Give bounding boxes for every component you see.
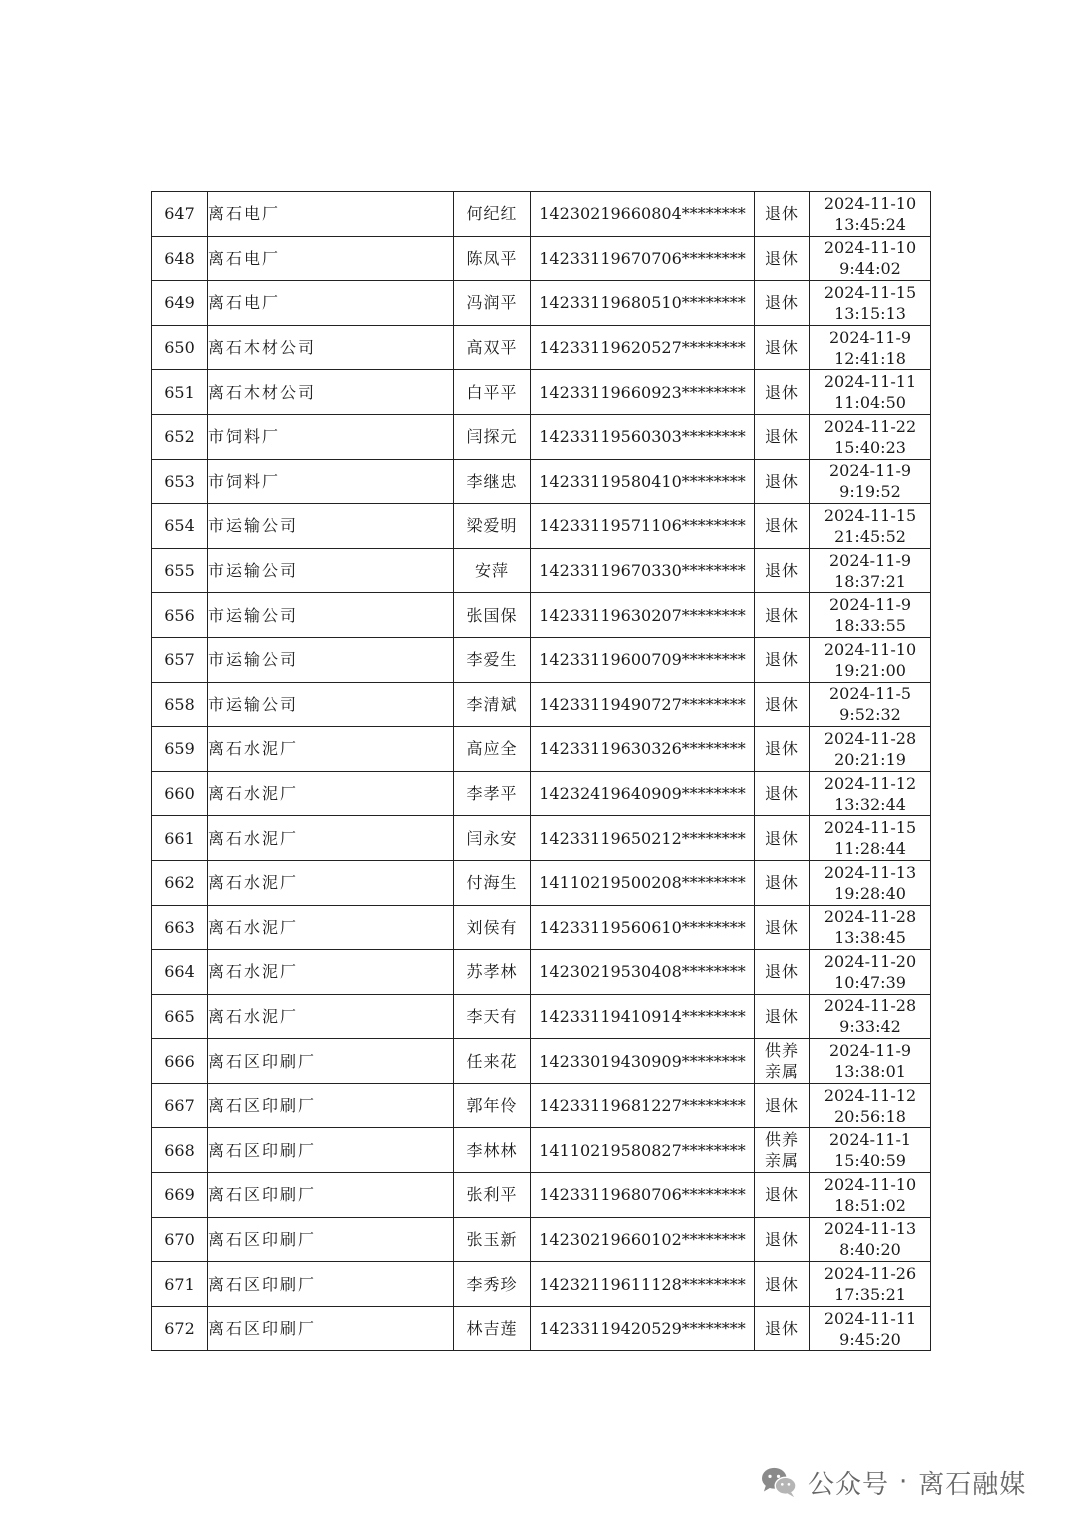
date-text: 2024-11-28 (823, 728, 917, 748)
unit-cell: 离石区印刷厂 (208, 1173, 454, 1218)
name-cell: 闫永安 (454, 816, 531, 861)
unit-cell: 离石电厂 (208, 236, 454, 281)
timestamp-cell (810, 1306, 931, 1351)
status-cell: 退休 (755, 771, 810, 816)
unit-cell: 离石电厂 (208, 281, 454, 326)
table-row (152, 414, 931, 459)
row-number-cell: 660 (152, 771, 208, 816)
id-number-cell: 14233119680510******** (531, 281, 755, 326)
date-text: 2024-11-11 (823, 1308, 917, 1328)
timestamp-cell (810, 548, 931, 593)
unit-cell: 市运输公司 (208, 682, 454, 727)
time-text: 11:04:50 (834, 393, 906, 413)
row-number-cell: 656 (152, 593, 208, 638)
name-cell: 李天有 (454, 994, 531, 1039)
unit-cell: 离石水泥厂 (208, 816, 454, 861)
timestamp-cell (810, 325, 931, 370)
status-cell: 退休 (755, 1306, 810, 1351)
table-row (152, 860, 931, 905)
table-row (152, 504, 931, 549)
unit-cell: 离石水泥厂 (208, 950, 454, 995)
name-cell: 李孝平 (454, 771, 531, 816)
time-text: 20:56:18 (834, 1106, 906, 1126)
row-number-cell: 670 (152, 1217, 208, 1262)
status-cell: 退休 (755, 414, 810, 459)
name-cell: 张利平 (454, 1173, 531, 1218)
id-number-cell: 14233119660923******** (531, 370, 755, 415)
record-table (151, 191, 931, 1351)
unit-cell: 离石水泥厂 (208, 771, 454, 816)
status-cell: 退休 (755, 192, 810, 237)
time-text: 9:45:20 (839, 1329, 901, 1349)
name-cell: 林吉莲 (454, 1306, 531, 1351)
row-number-cell: 668 (152, 1128, 208, 1173)
row-number-cell: 671 (152, 1262, 208, 1307)
name-cell: 张玉新 (454, 1217, 531, 1262)
id-number-cell: 14233119670706******** (531, 236, 755, 281)
date-text: 2024-11-26 (823, 1264, 917, 1284)
time-text: 18:33:55 (834, 616, 906, 636)
time-text: 13:15:13 (834, 303, 906, 323)
id-number-cell: 14230219660102******** (531, 1217, 755, 1262)
timestamp-cell (810, 1083, 931, 1128)
table-row (152, 459, 931, 504)
date-text: 2024-11-15 (823, 282, 917, 302)
row-number-cell: 648 (152, 236, 208, 281)
table-row (152, 370, 931, 415)
time-text: 21:45:52 (834, 526, 906, 546)
date-text: 2024-11-10 (823, 639, 917, 659)
table-row (152, 281, 931, 326)
status-cell: 退休 (755, 860, 810, 905)
time-text: 9:19:52 (839, 482, 901, 502)
time-text: 15:40:23 (834, 437, 906, 457)
wechat-icon (760, 1465, 798, 1499)
timestamp-cell (810, 1173, 931, 1218)
status-line-1: 供养 (764, 1041, 799, 1061)
date-text: 2024-11-13 (823, 862, 917, 882)
timestamp-cell (810, 1128, 931, 1173)
table-row (152, 1173, 931, 1218)
status-cell: 退休 (755, 1173, 810, 1218)
timestamp-cell (810, 459, 931, 504)
table-row (152, 637, 931, 682)
id-number-cell: 14232419640909******** (531, 771, 755, 816)
status-cell (755, 1039, 810, 1084)
id-number-cell: 14233119630326******** (531, 727, 755, 772)
name-cell: 李林林 (454, 1128, 531, 1173)
name-cell: 李爱生 (454, 637, 531, 682)
status-cell: 退休 (755, 370, 810, 415)
table-row (152, 771, 931, 816)
row-number-cell: 672 (152, 1306, 208, 1351)
row-number-cell: 659 (152, 727, 208, 772)
timestamp-cell (810, 994, 931, 1039)
timestamp-cell (810, 1039, 931, 1084)
time-text: 9:52:32 (839, 705, 901, 725)
date-text: 2024-11-11 (823, 372, 917, 392)
unit-cell: 市运输公司 (208, 548, 454, 593)
timestamp-cell (810, 860, 931, 905)
id-number-cell: 14230219660804******** (531, 192, 755, 237)
time-text: 13:38:45 (834, 928, 906, 948)
id-number-cell: 14230219530408******** (531, 950, 755, 995)
table-row (152, 950, 931, 995)
time-text: 13:38:01 (834, 1062, 906, 1082)
table-row (152, 593, 931, 638)
date-text: 2024-11-9 (828, 461, 912, 481)
unit-cell: 离石水泥厂 (208, 727, 454, 772)
timestamp-cell (810, 1217, 931, 1262)
id-number-cell: 14233119410914******** (531, 994, 755, 1039)
unit-cell: 离石水泥厂 (208, 994, 454, 1039)
unit-cell: 离石区印刷厂 (208, 1128, 454, 1173)
status-cell: 退休 (755, 325, 810, 370)
date-text: 2024-11-5 (828, 684, 912, 704)
row-number-cell: 649 (152, 281, 208, 326)
row-number-cell: 662 (152, 860, 208, 905)
name-cell: 任来花 (454, 1039, 531, 1084)
name-cell: 郭年伶 (454, 1083, 531, 1128)
time-text: 12:41:18 (834, 348, 906, 368)
id-number-cell: 14110219500208******** (531, 860, 755, 905)
status-cell: 退休 (755, 727, 810, 772)
unit-cell: 市运输公司 (208, 504, 454, 549)
date-text: 2024-11-9 (828, 327, 912, 347)
name-cell: 陈凤平 (454, 236, 531, 281)
name-cell: 李继忠 (454, 459, 531, 504)
timestamp-cell (810, 1262, 931, 1307)
status-cell: 退休 (755, 1262, 810, 1307)
name-cell: 高应全 (454, 727, 531, 772)
status-cell: 退休 (755, 950, 810, 995)
table-row (152, 1083, 931, 1128)
unit-cell: 离石区印刷厂 (208, 1306, 454, 1351)
date-text: 2024-11-10 (823, 193, 917, 213)
timestamp-cell (810, 816, 931, 861)
time-text: 8:40:20 (839, 1240, 901, 1260)
id-number-cell: 14233119420529******** (531, 1306, 755, 1351)
table-row (152, 727, 931, 772)
table-row (152, 905, 931, 950)
date-text: 2024-11-20 (823, 951, 917, 971)
id-number-cell: 14233119680706******** (531, 1173, 755, 1218)
table-row (152, 236, 931, 281)
date-text: 2024-11-1 (828, 1130, 912, 1150)
id-number-cell: 14233119580410******** (531, 459, 755, 504)
table-row (152, 1128, 931, 1173)
time-text: 13:45:24 (834, 214, 906, 234)
status-cell: 退休 (755, 459, 810, 504)
row-number-cell: 664 (152, 950, 208, 995)
date-text: 2024-11-28 (823, 996, 917, 1016)
status-cell: 退休 (755, 1217, 810, 1262)
table-row (152, 548, 931, 593)
status-line-2: 亲属 (764, 1062, 799, 1082)
row-number-cell: 655 (152, 548, 208, 593)
id-number-cell: 14110219580827******** (531, 1128, 755, 1173)
id-number-cell: 14233119670330******** (531, 548, 755, 593)
unit-cell: 离石水泥厂 (208, 860, 454, 905)
status-cell: 退休 (755, 281, 810, 326)
unit-cell: 市运输公司 (208, 593, 454, 638)
date-text: 2024-11-12 (823, 773, 917, 793)
row-number-cell: 647 (152, 192, 208, 237)
name-cell: 白平平 (454, 370, 531, 415)
status-cell (755, 1128, 810, 1173)
watermark-account-name: 离石融媒 (918, 1469, 1027, 1500)
date-text: 2024-11-15 (823, 505, 917, 525)
status-cell: 退休 (755, 548, 810, 593)
unit-cell: 离石木材公司 (208, 370, 454, 415)
date-text: 2024-11-9 (828, 1041, 912, 1061)
date-text: 2024-11-10 (823, 1174, 917, 1194)
timestamp-cell (810, 236, 931, 281)
name-cell: 张国保 (454, 593, 531, 638)
watermark-label: 公众号 (808, 1469, 890, 1500)
unit-cell: 离石水泥厂 (208, 905, 454, 950)
name-cell: 闫探元 (454, 414, 531, 459)
wechat-watermark (760, 1460, 1026, 1504)
id-number-cell: 14233119630207******** (531, 593, 755, 638)
time-text: 13:32:44 (834, 794, 906, 814)
status-cell: 退休 (755, 1083, 810, 1128)
id-number-cell: 14233119650212******** (531, 816, 755, 861)
date-text: 2024-11-9 (828, 550, 912, 570)
status-cell: 退休 (755, 905, 810, 950)
name-cell: 李清斌 (454, 682, 531, 727)
row-number-cell: 657 (152, 637, 208, 682)
time-text: 20:21:19 (834, 749, 906, 769)
status-line-1: 供养 (764, 1130, 799, 1150)
name-cell: 高双平 (454, 325, 531, 370)
time-text: 18:51:02 (834, 1195, 906, 1215)
row-number-cell: 663 (152, 905, 208, 950)
row-number-cell: 658 (152, 682, 208, 727)
timestamp-cell (810, 905, 931, 950)
date-text: 2024-11-10 (823, 238, 917, 258)
time-text: 19:21:00 (834, 660, 906, 680)
timestamp-cell (810, 414, 931, 459)
table-row (152, 682, 931, 727)
table-row (152, 1306, 931, 1351)
id-number-cell: 14233119600709******** (531, 637, 755, 682)
timestamp-cell (810, 727, 931, 772)
time-text: 10:47:39 (834, 972, 906, 992)
unit-cell: 市运输公司 (208, 637, 454, 682)
row-number-cell: 650 (152, 325, 208, 370)
unit-cell: 离石区印刷厂 (208, 1217, 454, 1262)
row-number-cell: 666 (152, 1039, 208, 1084)
id-number-cell: 14233119490727******** (531, 682, 755, 727)
unit-cell: 离石区印刷厂 (208, 1262, 454, 1307)
timestamp-cell (810, 192, 931, 237)
status-cell: 退休 (755, 682, 810, 727)
name-cell: 付海生 (454, 860, 531, 905)
row-number-cell: 669 (152, 1173, 208, 1218)
status-cell: 退休 (755, 816, 810, 861)
id-number-cell: 14233119560303******** (531, 414, 755, 459)
date-text: 2024-11-12 (823, 1085, 917, 1105)
unit-cell: 离石区印刷厂 (208, 1039, 454, 1084)
status-cell: 退休 (755, 994, 810, 1039)
date-text: 2024-11-13 (823, 1219, 917, 1239)
id-number-cell: 14233119571106******** (531, 504, 755, 549)
time-text: 19:28:40 (834, 883, 906, 903)
timestamp-cell (810, 504, 931, 549)
timestamp-cell (810, 950, 931, 995)
time-text: 17:35:21 (834, 1285, 906, 1305)
row-number-cell: 653 (152, 459, 208, 504)
date-text: 2024-11-22 (823, 416, 917, 436)
row-number-cell: 652 (152, 414, 208, 459)
time-text: 11:28:44 (834, 839, 906, 859)
table-row (152, 1262, 931, 1307)
unit-cell: 市饲料厂 (208, 414, 454, 459)
row-number-cell: 667 (152, 1083, 208, 1128)
timestamp-cell (810, 771, 931, 816)
name-cell: 冯润平 (454, 281, 531, 326)
date-text: 2024-11-15 (823, 818, 917, 838)
time-text: 9:33:42 (839, 1017, 901, 1037)
row-number-cell: 665 (152, 994, 208, 1039)
name-cell: 安萍 (454, 548, 531, 593)
id-number-cell: 14233019430909******** (531, 1039, 755, 1084)
time-text: 9:44:02 (839, 259, 901, 279)
status-cell: 退休 (755, 504, 810, 549)
id-number-cell: 14233119560610******** (531, 905, 755, 950)
status-line-2: 亲属 (764, 1151, 799, 1171)
timestamp-cell (810, 370, 931, 415)
date-text: 2024-11-9 (828, 595, 912, 615)
timestamp-cell (810, 637, 931, 682)
name-cell: 李秀珍 (454, 1262, 531, 1307)
name-cell: 梁爱明 (454, 504, 531, 549)
id-number-cell: 14233119620527******** (531, 325, 755, 370)
unit-cell: 离石区印刷厂 (208, 1083, 454, 1128)
name-cell: 苏孝林 (454, 950, 531, 995)
status-cell: 退休 (755, 236, 810, 281)
table-row (152, 816, 931, 861)
table-row (152, 1039, 931, 1084)
timestamp-cell (810, 682, 931, 727)
table-row (152, 192, 931, 237)
row-number-cell: 651 (152, 370, 208, 415)
unit-cell: 离石电厂 (208, 192, 454, 237)
time-text: 18:37:21 (834, 571, 906, 591)
id-number-cell: 14233119681227******** (531, 1083, 755, 1128)
watermark-separator: · (899, 1467, 909, 1497)
unit-cell: 市饲料厂 (208, 459, 454, 504)
timestamp-cell (810, 593, 931, 638)
table-row (152, 1217, 931, 1262)
date-text: 2024-11-28 (823, 907, 917, 927)
id-number-cell: 14232119611128******** (531, 1262, 755, 1307)
status-cell: 退休 (755, 593, 810, 638)
row-number-cell: 654 (152, 504, 208, 549)
timestamp-cell (810, 281, 931, 326)
record-table-body (152, 192, 931, 1351)
status-cell: 退休 (755, 637, 810, 682)
unit-cell: 离石木材公司 (208, 325, 454, 370)
time-text: 15:40:59 (834, 1151, 906, 1171)
name-cell: 刘侯有 (454, 905, 531, 950)
table-row (152, 994, 931, 1039)
row-number-cell: 661 (152, 816, 208, 861)
name-cell: 何纪红 (454, 192, 531, 237)
table-row (152, 325, 931, 370)
